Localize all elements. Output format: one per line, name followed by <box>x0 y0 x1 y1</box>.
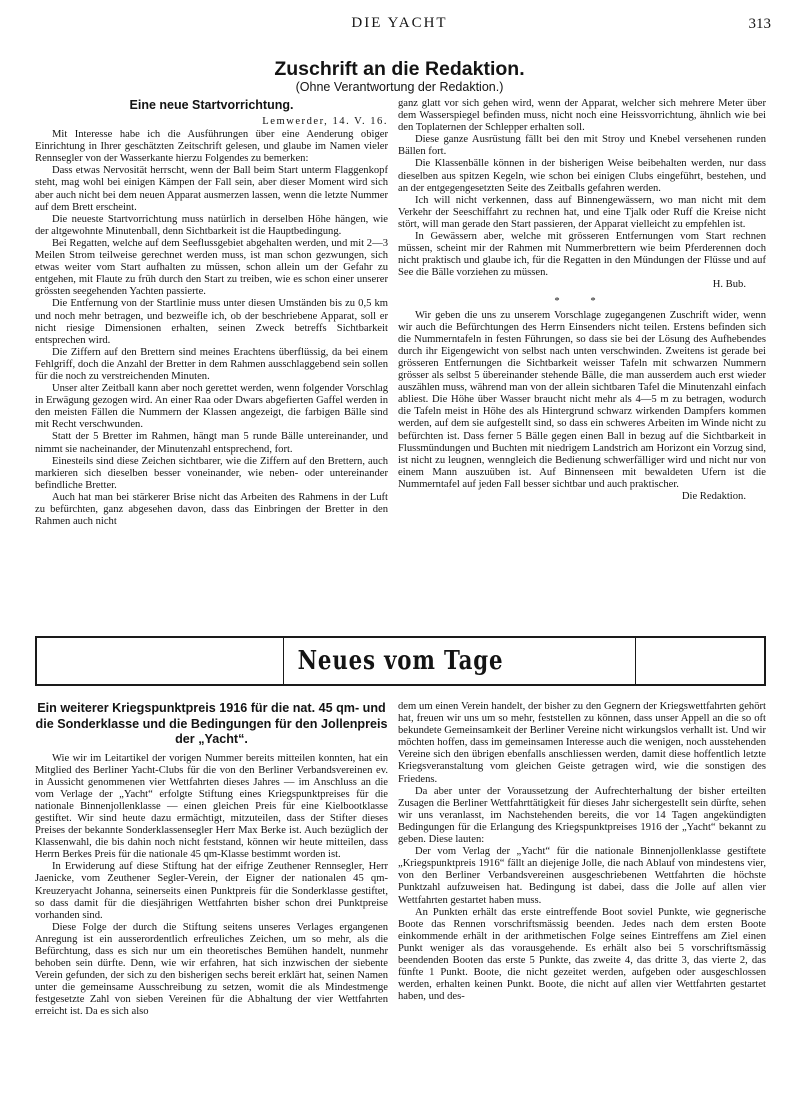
letter-column-1 <box>35 98 388 612</box>
paragraph: Der vom Verlag der „Yacht“ für die nationale Binnenjollenklasse gestiftete „Kriegspunktpreis 1916“ fällt an diejenige Jolle, die nach Ablauf von mindestens vier, von den Berliner Verbandsvereinen ausgeschriebenen Wettfahrten die höchste Punktzahl aufzuweisen hat. Bedingung ist dabei, dass die Jolle auf allen vier Wettfahrten gestartet haben muss. <box>398 846 766 906</box>
paragraph: Wie wir im Leitartikel der vorigen Nummer bereits mitteilen konnten, hat ein Mitglied des Berliner Yacht-Clubs für die von den Berliner Verbandsvereinen ev. in Aussicht genommenen vier Wettfahrten dieses Jahres — im Anschluss an die vom Verlage der „Yacht“ erfolgte Stiftung eines Kriegspunktpreises für die nationale Binnenjollenklasse — einen gleichen Preis für eine Kielbootklasse gestiftet. Wir sind heute dazu ermächtigt, mitzuteilen, dass der Stifter dieses Preises der bekannte Sonderklassensegler Herr Max Berke ist. Auch bezüglich der Klassenwahl, die bis dahin noch nicht feststand, können wir heute mitteilen, dass Herrn Berkes Preis für die nationale 45 qm-Klasse bestimmt worden ist. <box>35 752 388 861</box>
page-number: 313 <box>748 16 771 32</box>
paragraph: Unser alter Zeitball kann aber noch gerettet werden, wenn folgender Vorschlag in Erwägung gezogen wird. An einer Raa oder Dwars abgefierten Gaffel werden in den meisten Fällen die Nummern der Klassen angezeigt, die farbigen Bälle sind mit Recht verschwunden. <box>35 383 388 431</box>
section-title: Neues vom Tage <box>297 646 504 676</box>
paragraph: Die neueste Startvorrichtung muss natürlich in derselben Höhe hängen, wie der altgewohnte Minutenball, denn Sichtbarkeit ist die Hauptbedingung. <box>35 213 388 237</box>
paragraph: In Erwiderung auf diese Stiftung hat der eifrige Zeuthener Rennsegler, Herr Jaenicke, vom Zeuthener Segler-Verein, der Eigner der nationalen 45 qm-Kreuzeryacht Johanna, seinerseits einen Punktpreis für die Sonderklasse gestiftet, so dass damit für die diesjährigen Wettfahrten bisher schon drei Punktpreise vorhanden sind. <box>35 861 388 921</box>
paragraph: Die Entfernung von der Startlinie muss unter diesen Umständen bis zu 0,5 km und noch mehr betragen, und bezweifle ich, ob der beschriebene Apparat, soll er nicht riesige Dimensionen erhalten, seinen Zweck betreffs Sichtbarkeit entsprechen wird. <box>35 298 388 346</box>
paragraph: Ich will nicht verkennen, dass auf Binnengewässern, wo man nicht mit dem Verkehr der Seeschiffahrt zu rechnen hat, und eine Tjalk oder Ruff die Kreise nicht stört, will man gerade den Start passieren, der Apparat vielleicht zu empfehlen ist. <box>398 194 766 230</box>
paragraph: Diese ganze Ausrüstung fällt bei den mit Stroy und Knebel versehenen runden Bällen fort. <box>398 134 766 158</box>
letter-heading: Eine neue Startvorrichtung. <box>129 98 294 112</box>
paragraph: ganz glatt vor sich gehen wird, wenn der Apparat, welcher sich mehrere Meter über dem Wasserspiegel befinden muss, nicht noch eine Heissvorrichtung, ähnlich wie bei den Toplaternen der Schlepper erhalten soll. <box>398 98 766 134</box>
paragraph: Statt der 5 Bretter im Rahmen, hängt man 5 runde Bälle untereinander, und nimmt sie nacheinander, der Minutenzahl entsprechend, fort. <box>35 431 388 455</box>
paragraph: Die Klassenbälle können in der bisherigen Weise beibehalten werden, nur dass dieselben aus spitzen Kegeln, wie schon bei einigen Clubs eingeführt, bestehen, und an der entgegengesetzten Seite des Zeitballs gefahren werden. <box>398 158 766 194</box>
paragraph: Einesteils sind diese Zeichen sichtbarer, wie die Ziffern auf den Brettern, auch markieren sich dieselben besser voneinander, wie neben- oder untereinander befindliche Bretter. <box>35 455 388 491</box>
article-subtitle: (Ohne Verantwortung der Redaktion.) <box>295 80 504 94</box>
separator-stars: * * <box>554 295 610 307</box>
paragraph: Mit Interesse habe ich die Ausführungen über eine Aenderung obiger Einrichtung in Ihrer geschätzten Zeitschrift gelesen, und glaube im Namen vieler Rennsegler von der Wasserkante hierzu Folgendes zu bemerken: <box>35 129 388 165</box>
editor-signature: Die Redaktion. <box>681 491 746 502</box>
section-banner <box>35 636 766 686</box>
news-column-2 <box>398 701 766 1105</box>
letter-dateline: Lemwerder, 14. V. 16. <box>262 116 388 127</box>
news-heading: Ein weiterer Kriegspunktpreis 1916 für die nat. 45 qm- und die Sonderklasse und die Bedingungen für den Jollenpreis der „Yacht“. <box>35 701 388 746</box>
paragraph: In Gewässern aber, welche mit grösseren Entfernungen vom Start rechnen müssen, scheint mir der Rahmen mit Nummerbrettern wie beim Pferderennen doch nicht praktisch und glaube ich, für die Regatten in den Mündungen der Flüsse und auf See die Bälle vorziehen zu müssen. <box>398 231 766 279</box>
article-title: Zuschrift an die Redaktion. <box>274 58 525 80</box>
paragraph: Da aber unter der Voraussetzung der Aufrechterhaltung der bisher erteilten Zusagen die Berliner Wettfahrttätigkeit für dieses Jahr sichergestellt sein dürfte, sehen wir uns veranlasst, im Nachstehenden bereits, die vor 14 Tagen angekündigten Bedingungen für die Erlangung des Kriegspunktpreises 1916 der „Yacht“ bekannt zu geben. Diese lauten: <box>398 785 766 846</box>
letter-column-2 <box>398 98 766 616</box>
editor-reply: Wir geben die uns zu unserem Vorschlage zugegangenen Zuschrift wider, wenn wir auch die Befürchtungen des Herrn Einsenders nicht teilen. Erstens befinden sich die Nummerntafeln in festen Führungen, so dass sie bei der Lösung des Aufhebendes durch ihr Eigengewicht von selbst nach unten verschwinden. Zweitens ist gerade bei grösseren Entfernungen die Sichtbarkeit weisser Tafeln mit schwarzen Nummern grösser als selbst 5 übereinander stehende Bälle, die man ausserdem auch erst wieder auszählen muss, während man von der allein sichtbaren Tafel die Minutenzahl einfach abliest. Die Höhe über Wasser braucht nicht mehr als 4—5 m zu betragen, wodurch die Tafeln meist in Höhe des als Hintergrund schwarz wirkenden Dampfers kommen werden, auf dem sie aufgestellt sind, so dass ein schweres Arbeiten im Winde nicht zu befürchten ist. Dass ferner 5 Bälle gegen einen Ball in bezug auf die Sichtbarkeit in Flussmündungen und Buchten mit niedrigem Landstrich am Horizont ein Vorzug sind, ist nicht zu leugnen, wenngleich die Bedienung schwerfälliger wird und nicht nur von einem Mann auszuüben ist. Auf Binnenseen mit bewaldeten Ufern ist die Nummerntafel auf jeden Fall besser sichtbar und auch praktischer. <box>398 309 766 490</box>
running-header: DIE YACHT <box>351 15 448 31</box>
paragraph: An Punkten erhält das erste eintreffende Boot soviel Punkte, wie gegnerische Boote das Rennen vorschriftsmässig beenden. Jedes nach dem ersten Boote einkommende erhält in der arithmetischen Folge seines Eintreffens am Ziel einen Punkt weniger als das vorausgehende. Es erhält also bei 5 vorschriftsmässig beendenden Booten das erste 5 Punkte, das zweite 4, das dritte 3, das vierte 2, das fünfte 1 Punkt. Boote, die nicht gezeitet werden, aufgeben oder ausgeschlossen werden, erhalten keinen Punkt. Boote, die nicht auf allen vier Wettfahrten gestartet haben, und des- <box>398 906 766 1003</box>
paragraph: Bei Regatten, welche auf dem Seeflussgebiet abgehalten werden, und mit 2—3 Meilen Strom teilweise gerechnet werden muss, ist man schon gezwungen, sich etwas weiter vom Start aufhalten zu müssen, schon allein um der Gefahr zu entgehen, mit Flaute zu früh durch den Start zu treiben, wie es schon einer unserer grössten seegehenden Yachten passierte. <box>35 237 388 298</box>
letter-signature: H. Bub. <box>712 279 746 291</box>
paragraph: Diese Folge der durch die Stiftung seitens unseres Verlages ergangenen Anregung ist ein ausserordentlich erfreuliches Zeichen, um so mehr, als die Befürchtung, dass es sich nur um ein theoretisches Bemühen handelt, nunmehr behoben sein dürfte. Denn, wie wir erfahren, hat sich inzwischen der siebente Verein gefunden, der sich zu den bisherigen sechs bereit erklärt hat, seinen Namen unter die gemeinsame Ausschreibung zu setzen, womit die als Mindestmenge festgesetzte Zahl von sieben Vereinen für die Abhaltung der vier Wettfahrten erreicht ist. Da es sich also <box>35 921 388 1018</box>
paragraph: Die Ziffern auf den Brettern sind meines Erachtens überflüssig, da bei einem Fehlgriff, doch die Anzahl der Bretter in dem Rahmen ausschlaggebend sein sollen für die noch zu verstreichenden Minuten. <box>35 346 388 382</box>
paragraph: Dass etwas Nervosität herrscht, wenn der Ball beim Start unterm Flaggenkopf steht, mag wohl bei einigen Kämpen der Fall sein, aber dieser Moment wird sich aber auch nicht bei dem neuen Apparat ausmerzen lassen, wenn die letzte Nummer auf dem Brett erscheint. <box>35 165 388 213</box>
paragraph: Auch hat man bei stärkerer Brise nicht das Arbeiten des Rahmens in der Luft zu befürchten, ganz abgesehen davon, dass das Einbringen der Bretter in den Rahmen auch nicht <box>35 491 388 528</box>
paragraph: dem um einen Verein handelt, der bisher zu den Gegnern der Kriegswettfahrten gehört hat, freuen wir uns um so mehr, feststellen zu können, dass unser Appell an die so oft bekundete Gemeinsamkeit der Berliner Vereine nicht wirkungslos verhallt ist. Und wir möchten hoffen, dass im gemeinsamen Interesse auch die wenigen, noch ausstehenden Vereine sich den übrigen ebenfalls anschliessen werden, damit diese hoffentlich letzte Kriegsveranstaltung vom gleichen Geiste getragen wird, wie die sonstigen des Friedens. <box>398 701 766 785</box>
news-column-1 <box>35 701 388 1105</box>
